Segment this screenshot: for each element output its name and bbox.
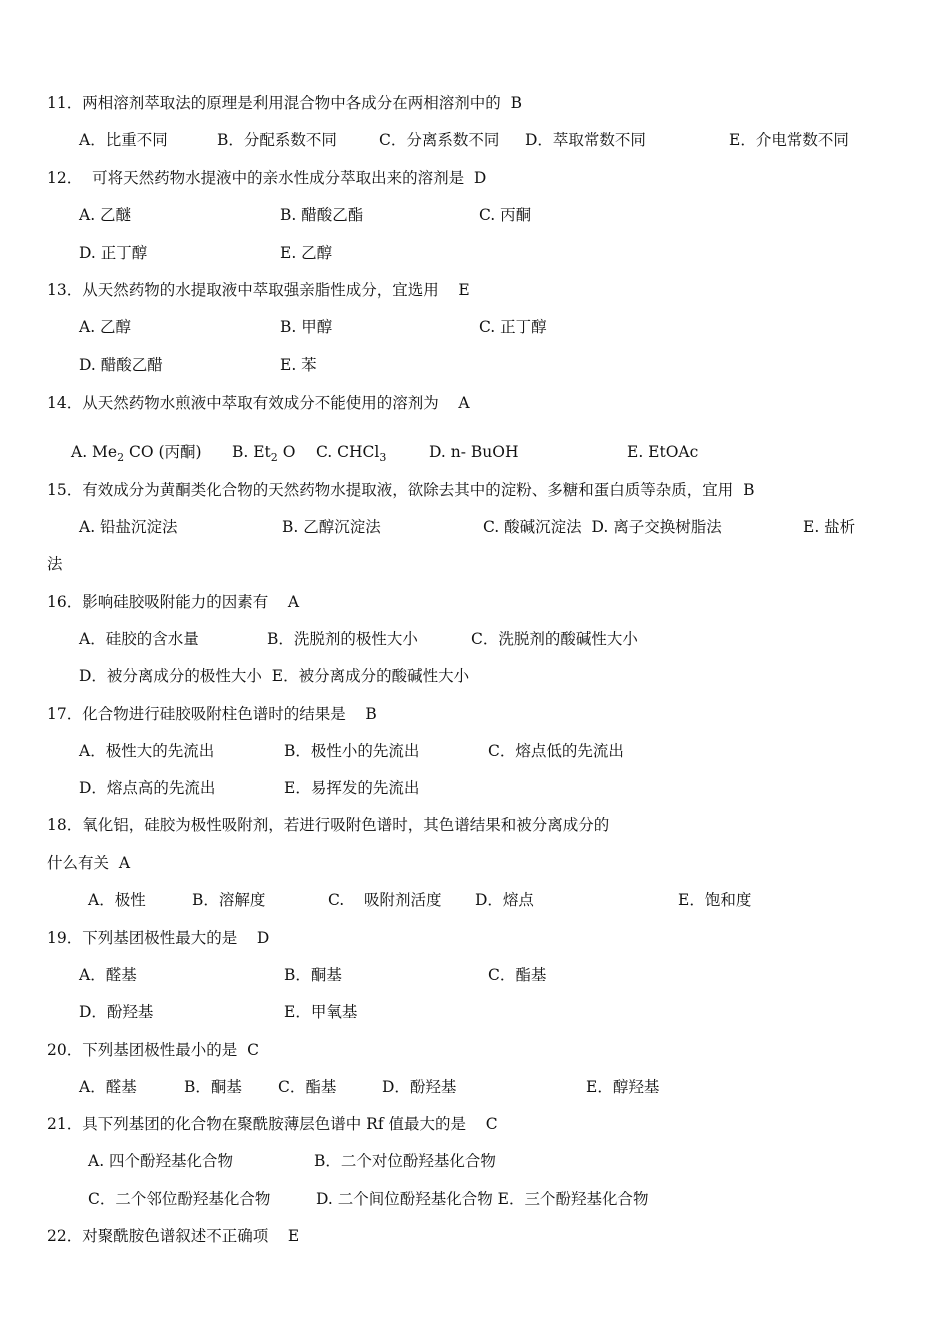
q17-stem: 17．化合物进行硅胶吸附柱色谱时的结果是 B [47,705,377,723]
q20-option-c: C．酯基 [278,1078,337,1096]
q18-option-a: A．极性 [88,891,146,909]
q15-option-b: B. 乙醇沉淀法 [282,518,381,536]
q15-option-a: A. 铅盐沉淀法 [79,518,178,536]
q12-stem: 12． 可将天然药物水提液中的亲水性成分萃取出来的溶剂是 D [47,169,487,187]
q18-option-c: C. 吸附剂活度 [328,891,442,909]
q15-option-cd: C. 酸碱沉淀法 D. 离子交换树脂法 [483,518,722,536]
q11-option-b: B．分配系数不同 [217,131,337,149]
q20-option-e: E．醇羟基 [586,1078,660,1096]
q18-stem: 18．氧化铝，硅胶为极性吸附剂，若进行吸附色谱时，其色谱结果和被分离成分的 [47,816,610,834]
q13-stem: 13．从天然药物的水提取液中萃取强亲脂性成分，宜选用 E [47,281,470,299]
q14-option-c [316,442,386,462]
q15-stem: 15．有效成分为黄酮类化合物的天然药物水提取液，欲除去其中的淀粉、多糖和蛋白质等杂质，宜用 B [47,481,755,499]
q16-option-b: B．洗脱剂的极性大小 [267,630,418,648]
q12-option-e: E. 乙醇 [280,244,333,262]
q11-option-e: E．介电常数不同 [729,131,849,149]
q20-option-d: D．酚羟基 [382,1078,457,1096]
q14-option-b [232,442,295,462]
q16-stem: 16．影响硅胶吸附能力的因素有 A [47,593,300,611]
q17-option-c: C．熔点低的先流出 [488,742,624,760]
q11-option-a: A．比重不同 [79,131,168,149]
q13-option-a: A. 乙醇 [79,318,132,336]
q14-b-prefix: B. Et [232,443,271,461]
q12-option-a: A. 乙醚 [79,206,132,224]
q21-option-c: C．二个邻位酚羟基化合物 [88,1190,271,1208]
q22-stem: 22．对聚酰胺色谱叙述不正确项 E [47,1227,300,1245]
q14-stem: 14．从天然药物水煎液中萃取有效成分不能使用的溶剂为 A [47,394,470,412]
q19-option-d: D．酚羟基 [79,1003,154,1021]
q17-option-d: D．熔点高的先流出 [79,779,216,797]
q19-option-e: E．甲氧基 [284,1003,358,1021]
q12-option-d: D. 正丁醇 [79,244,148,262]
q19-option-b: B．酮基 [284,966,342,984]
q18-option-e: E．饱和度 [678,891,752,909]
q20-option-b: B．酮基 [184,1078,242,1096]
q20-stem: 20．下列基团极性最小的是 C [47,1041,259,1059]
q14-a-subscript: 2 [117,451,125,464]
q21-stem: 21．具下列基团的化合物在聚酰胺薄层色谱中 Rf 值最大的是 C [47,1115,498,1133]
q13-option-b: B. 甲醇 [280,318,333,336]
q17-option-b: B．极性小的先流出 [284,742,420,760]
q19-option-c: C．酯基 [488,966,547,984]
q21-option-a: A. 四个酚羟基化合物 [88,1152,234,1170]
q17-option-a: A．极性大的先流出 [79,742,215,760]
q13-option-d: D. 醋酸乙醋 [79,356,163,374]
q16-option-de: D．被分离成分的极性大小 E．被分离成分的酸碱性大小 [79,667,470,685]
q12-option-b: B. 醋酸乙酯 [280,206,364,224]
q13-option-e: E. 苯 [280,356,317,374]
q14-option-d: D. n- BuOH [429,443,519,461]
q19-option-a: A．醛基 [79,966,137,984]
q12-option-c: C. 丙酮 [479,206,532,224]
q20-option-a: A．醛基 [79,1078,137,1096]
q14-option-e: E. EtOAc [627,443,699,461]
q14-c-subscript: 3 [379,451,387,464]
q15-option-e: E. 盐析 [803,518,856,536]
q14-b-suffix: O [277,443,296,461]
q16-option-c: C．洗脱剂的酸碱性大小 [471,630,638,648]
q17-option-e: E．易挥发的先流出 [284,779,420,797]
q14-option-a [71,442,202,462]
q15-option-e-continued: 法 [47,555,63,573]
q11-option-d: D．萃取常数不同 [525,131,646,149]
q18-option-d: D．熔点 [475,891,534,909]
q18-option-b: B．溶解度 [192,891,266,909]
q18-stem-continued: 什么有关 A [47,854,131,872]
q14-a-prefix: A. Me [71,443,118,461]
q13-option-c: C. 正丁醇 [479,318,547,336]
q19-stem: 19．下列基团极性最大的是 D [47,929,270,947]
q11-option-c: C．分离系数不同 [379,131,500,149]
q16-option-a: A．硅胶的含水量 [79,630,199,648]
q21-option-de: D. 二个间位酚羟基化合物 E．三个酚羟基化合物 [316,1190,649,1208]
q11-stem: 11．两相溶剂萃取法的原理是利用混合物中各成分在两相溶剂中的 B [47,94,522,112]
q14-a-suffix: CO (丙酮) [124,443,202,461]
q21-option-b: B．二个对位酚羟基化合物 [314,1152,496,1170]
q14-b-subscript: 2 [270,451,278,464]
q14-c-prefix: C. CHCl [316,443,380,461]
